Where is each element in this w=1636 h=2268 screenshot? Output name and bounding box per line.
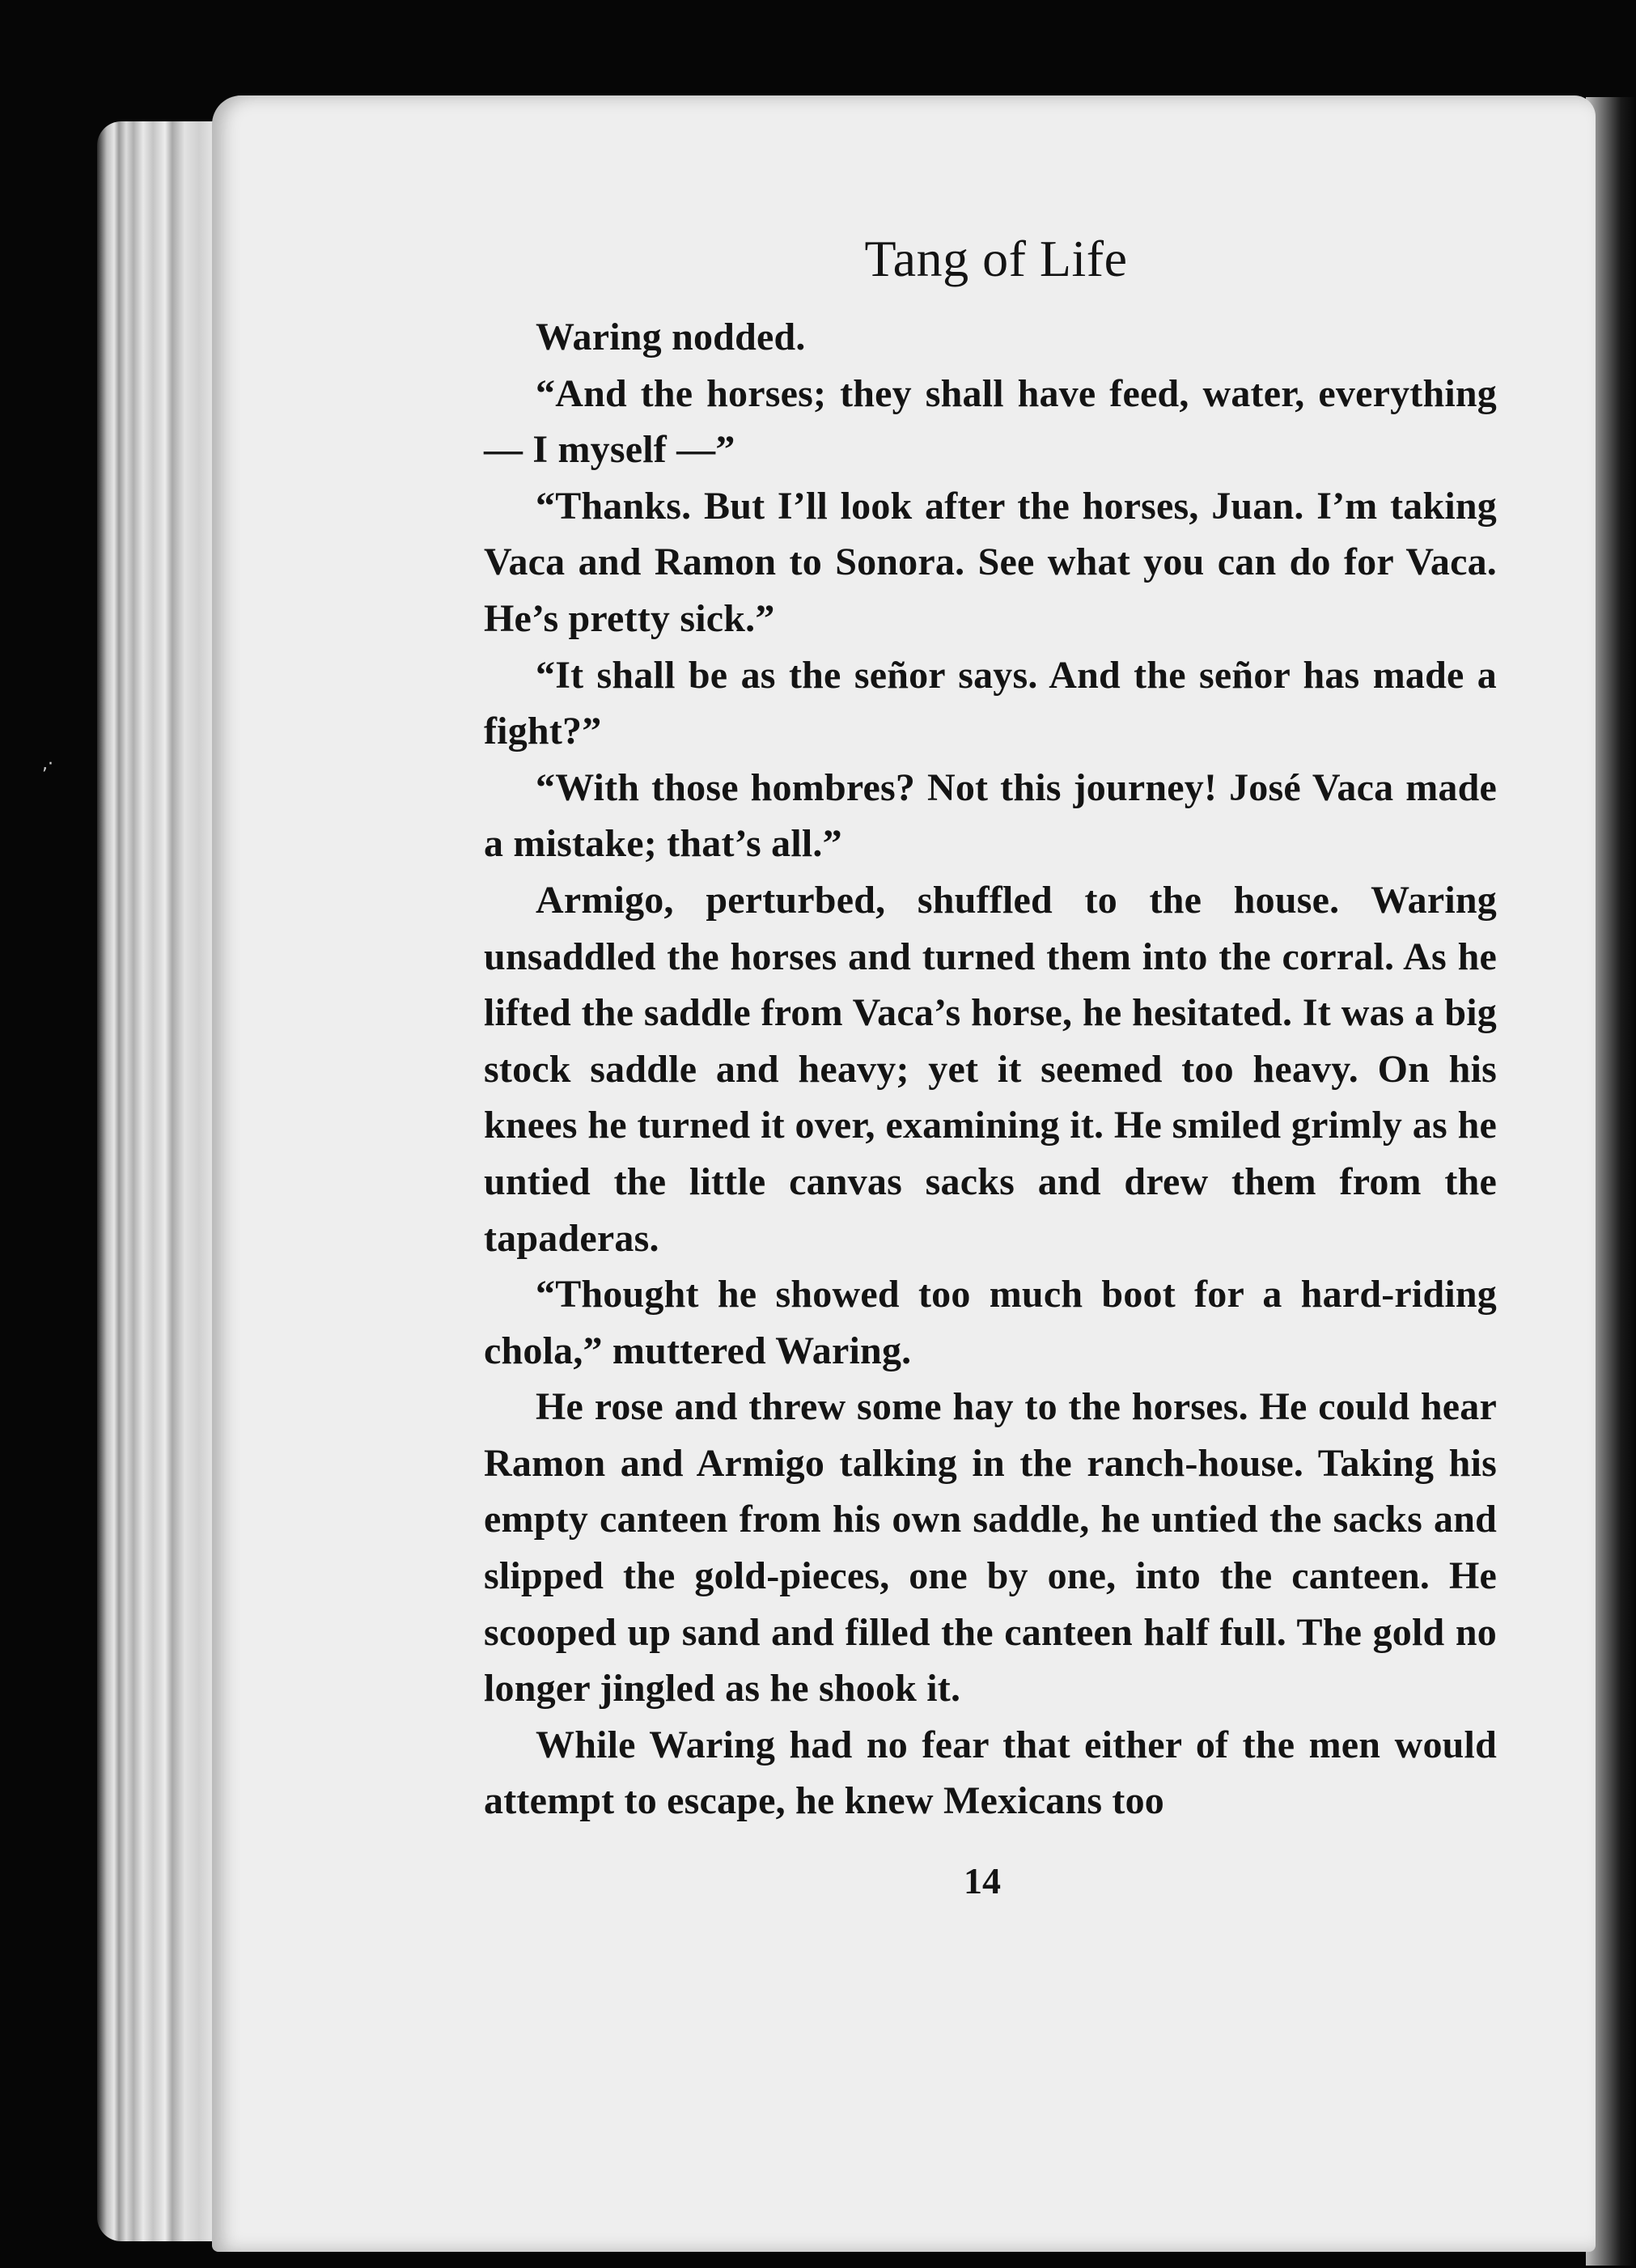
dust-speck: ,· [42, 754, 53, 774]
paragraph-6: Armigo, perturbed, shuffled to the house. Waring unsaddled the horses and turned them into the corral. As he lifted the saddle from Vaca’s horse, he hesitated. It was a big stock saddle and heavy; yet it seemed too heavy. On his knees he turned it over, examining it. He smiled grimly as he untied the little canvas sacks and drew them from the tapaderas. [484, 878, 1497, 1260]
paragraph-4: “It shall be as the señor says. And the señor has made a fight?” [484, 653, 1497, 753]
paragraph-7: “Thought he showed too much boot for a hard-riding chola,” muttered Waring. [484, 1273, 1497, 1372]
paragraph-8: He rose and threw some hay to the horses. He could hear Ramon and Armigo talking in the ranch-house. Taking his empty canteen from his own saddle, he untied the sacks and slipped the gold-pieces, one by one, into the canteen. He scooped up sand and filled the canteen half full. The gold no longer jingled as he shook it. [484, 1385, 1497, 1711]
paragraph-5: “With those hombres? Not this journey! José Vaca made a mistake; that’s all.” [484, 765, 1497, 866]
page-number: 14 [964, 1860, 1001, 1902]
page-text-block [484, 218, 1497, 1906]
book-page-edges [97, 121, 218, 2241]
paragraph-3: “Thanks. But I’ll look after the horses, Juan. I’m taking Vaca and Ramon to Sonora. See what you can do for Vaca. He’s pretty sick.” [484, 484, 1497, 640]
paragraph-1: Waring nodded. [536, 316, 806, 358]
paragraph-9: While Waring had no fear that either of the men would attempt to escape, he knew Mexicans too [484, 1723, 1497, 1823]
paragraph-2: “And the horses; they shall have feed, water, everything — I myself —” [484, 371, 1497, 472]
running-head: Tang of Life [864, 230, 1128, 287]
